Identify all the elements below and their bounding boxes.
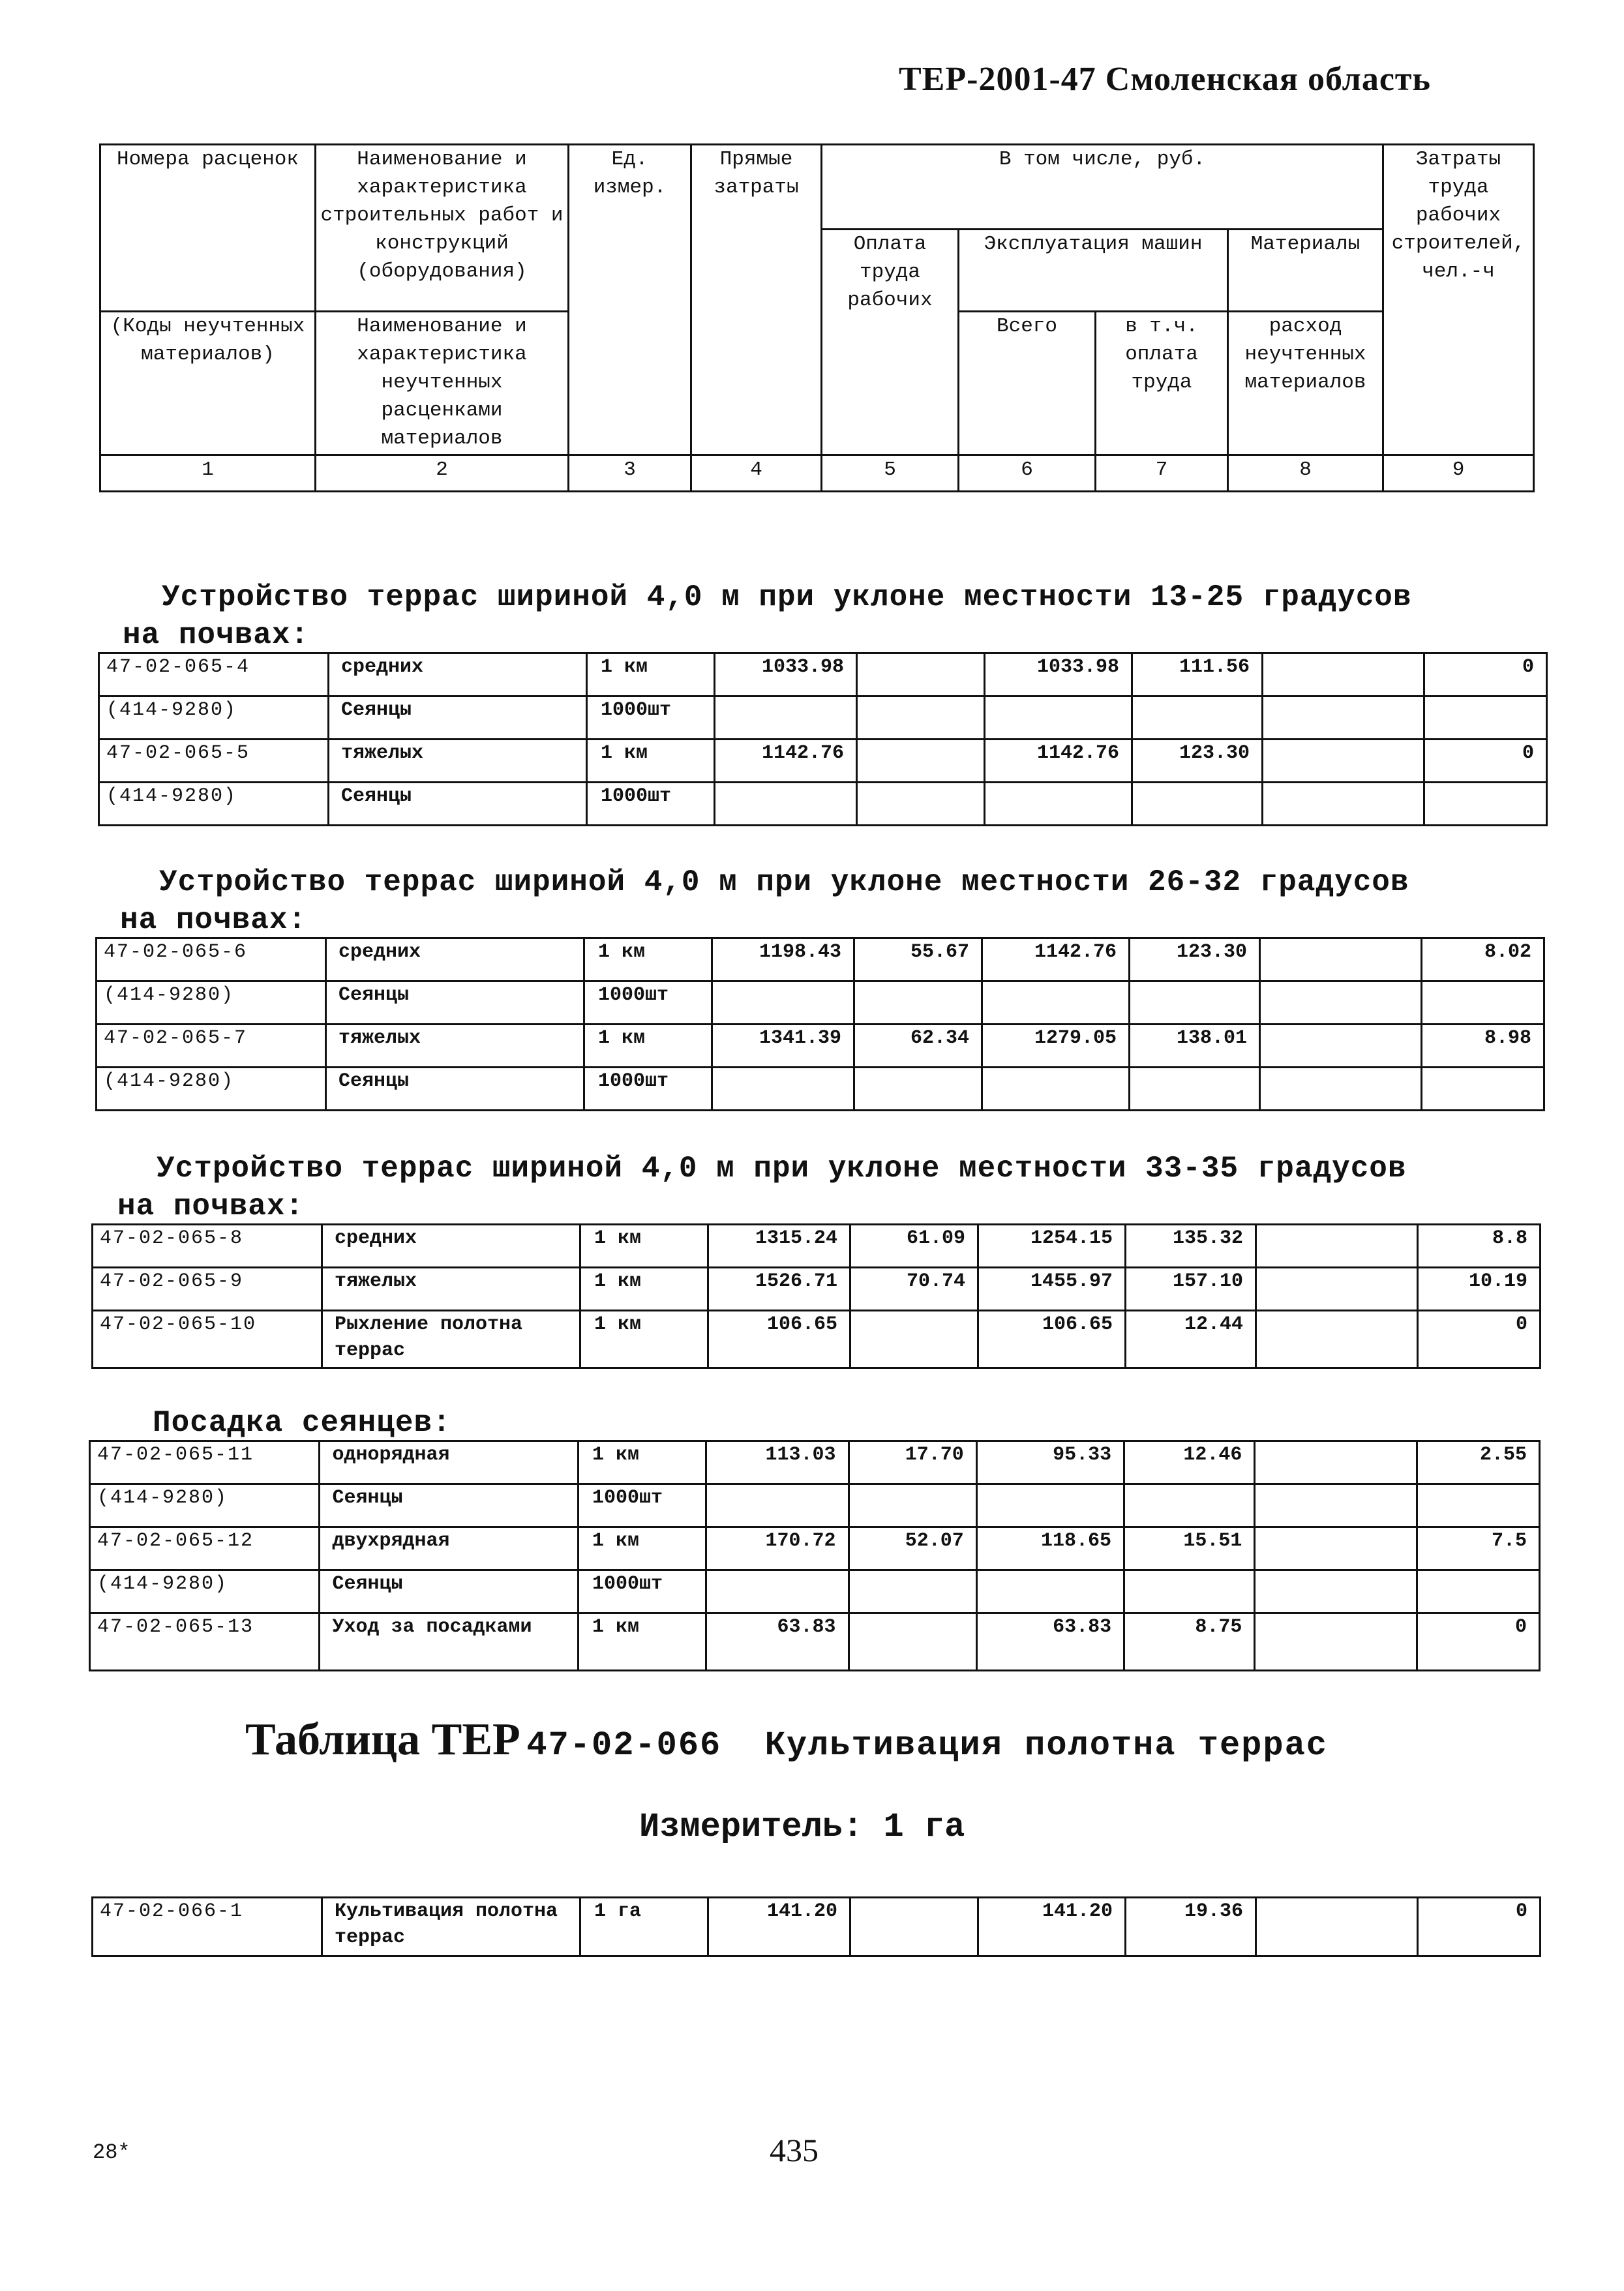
- table-cell: [1260, 1025, 1422, 1068]
- table-cell: 1000шт: [584, 1068, 712, 1111]
- table-cell: 2.55: [1417, 1441, 1539, 1484]
- header-direct-costs: Прямые затраты: [691, 145, 822, 455]
- header-machine-wages: в т.ч. оплата труда: [1096, 312, 1228, 455]
- table-cell: [857, 653, 985, 696]
- table-cell: (414-9280): [97, 981, 326, 1025]
- header-materials: Материалы: [1228, 230, 1383, 312]
- table-cell: [1424, 696, 1547, 740]
- table-cell: Сеянцы: [326, 1068, 584, 1111]
- table-cell: Сеянцы: [326, 981, 584, 1025]
- table-cell: [1130, 1068, 1260, 1111]
- table-cell: 47-02-065-7: [97, 1025, 326, 1068]
- running-head: ТЕР-2001-47 Смоленская область: [899, 61, 1431, 98]
- rates-table-066: [91, 1896, 1541, 1957]
- header-worker-wages: Оплата труда рабочих: [822, 230, 959, 455]
- table-cell: 1142.76: [985, 740, 1132, 783]
- table-cell: [1422, 1068, 1544, 1111]
- table-cell: [1417, 1570, 1539, 1613]
- table-cell: [1132, 696, 1263, 740]
- table-cell: 63.83: [706, 1613, 849, 1671]
- table-cell: 1198.43: [712, 938, 854, 981]
- table-row: [93, 1268, 1541, 1311]
- table-row: [97, 1025, 1544, 1068]
- table-cell: [850, 1311, 978, 1368]
- table-cell: 1142.76: [982, 938, 1130, 981]
- col-number: 1: [100, 455, 316, 492]
- table-cell: 123.30: [1130, 938, 1260, 981]
- table-row: [93, 1311, 1541, 1368]
- table-cell: 47-02-065-8: [93, 1225, 322, 1268]
- table-cell: 15.51: [1124, 1527, 1255, 1570]
- col-number: 2: [316, 455, 569, 492]
- table-cell: [982, 981, 1130, 1025]
- rates-table-26-32: [95, 937, 1545, 1111]
- table-cell: [1255, 1441, 1417, 1484]
- table-cell: [712, 1068, 854, 1111]
- table-cell: [1130, 981, 1260, 1025]
- col-number: 3: [569, 455, 691, 492]
- table-cell: 1279.05: [982, 1025, 1130, 1068]
- table-cell: [854, 1068, 982, 1111]
- table-cell: 62.34: [854, 1025, 982, 1068]
- table-row: [90, 1484, 1540, 1527]
- table-cell: 141.20: [708, 1898, 850, 1956]
- table-cell: [1263, 653, 1424, 696]
- table-cell: [1256, 1898, 1418, 1956]
- table-cell: 1 га: [580, 1898, 708, 1956]
- section-subtitle: на почвах:: [120, 903, 307, 937]
- table-cell: 106.65: [978, 1311, 1126, 1368]
- table-cell: 8.75: [1124, 1613, 1255, 1671]
- table-cell: [712, 981, 854, 1025]
- measure-unit: Измеритель: 1 га: [639, 1808, 965, 1846]
- table-cell: 55.67: [854, 938, 982, 981]
- table-cell: 19.36: [1126, 1898, 1256, 1956]
- table-cell: 1254.15: [978, 1225, 1126, 1268]
- table-cell: [854, 981, 982, 1025]
- table-cell: 95.33: [976, 1441, 1124, 1484]
- table-cell: 7.5: [1417, 1527, 1539, 1570]
- table-cell: [1260, 938, 1422, 981]
- table-cell: [715, 696, 857, 740]
- table-cell: 170.72: [706, 1527, 849, 1570]
- table-cell: 47-02-065-10: [93, 1311, 322, 1368]
- table-cell: [857, 783, 985, 826]
- col-number: 4: [691, 455, 822, 492]
- table-row: [99, 696, 1547, 740]
- table-cell: [1256, 1311, 1418, 1368]
- header-including: В том числе, руб.: [822, 145, 1383, 230]
- table-cell: 1 км: [584, 1025, 712, 1068]
- table-row: [90, 1527, 1540, 1570]
- table-cell: 52.07: [849, 1527, 976, 1570]
- table-cell: 12.44: [1126, 1311, 1256, 1368]
- table-cell: [1132, 783, 1263, 826]
- table-cell: 1 км: [579, 1441, 706, 1484]
- table-cell: [857, 696, 985, 740]
- table-cell: 61.09: [850, 1225, 978, 1268]
- table-cell: [1263, 783, 1424, 826]
- col-number: 5: [822, 455, 959, 492]
- table-cell: Уход за посадками: [320, 1613, 579, 1671]
- table-cell: [850, 1898, 978, 1956]
- col-number: 8: [1228, 455, 1383, 492]
- table-cell: (414-9280): [90, 1570, 320, 1613]
- section-title: Устройство террас шириной 4,0 м при уклоне местности 33-35 градусов: [157, 1152, 1407, 1186]
- table-title-code: 47-02-066 Культивация полотна террас: [526, 1726, 1328, 1765]
- table-cell: 12.46: [1124, 1441, 1255, 1484]
- table-cell: [1124, 1484, 1255, 1527]
- table-cell: 1000шт: [587, 696, 715, 740]
- table-cell: 63.83: [976, 1613, 1124, 1671]
- table-cell: 47-02-065-5: [99, 740, 329, 783]
- table-cell: 1000шт: [579, 1570, 706, 1613]
- table-cell: 70.74: [850, 1268, 978, 1311]
- table-row: [99, 740, 1547, 783]
- table-cell: 138.01: [1130, 1025, 1260, 1068]
- table-cell: тяжелых: [326, 1025, 584, 1068]
- table-cell: 113.03: [706, 1441, 849, 1484]
- table-cell: 1000шт: [587, 783, 715, 826]
- table-cell: 1 км: [580, 1311, 708, 1368]
- table-row: [93, 1898, 1541, 1956]
- table-cell: 1 км: [579, 1613, 706, 1671]
- table-cell: тяжелых: [329, 740, 587, 783]
- table-row: [99, 653, 1547, 696]
- section-subtitle: на почвах:: [117, 1190, 305, 1223]
- table-cell: [849, 1570, 976, 1613]
- header-rate-numbers: Номера расценок: [100, 145, 316, 312]
- table-title-label: Таблица ТЕР: [245, 1715, 520, 1765]
- table-cell: 111.56: [1132, 653, 1263, 696]
- table-cell: [1256, 1268, 1418, 1311]
- table-cell: 47-02-066-1: [93, 1898, 322, 1956]
- table-cell: 1000шт: [584, 981, 712, 1025]
- table-cell: [1260, 981, 1422, 1025]
- table-cell: 1341.39: [712, 1025, 854, 1068]
- header-machine-total: Всего: [959, 312, 1096, 455]
- table-cell: [849, 1484, 976, 1527]
- table-cell: [1255, 1527, 1417, 1570]
- table-cell: [849, 1613, 976, 1671]
- table-cell: 1000шт: [579, 1484, 706, 1527]
- table-title: [245, 1714, 1328, 1766]
- table-cell: [857, 740, 985, 783]
- section-subtitle: на почвах:: [123, 618, 310, 652]
- table-cell: [1255, 1570, 1417, 1613]
- table-cell: 1 км: [579, 1527, 706, 1570]
- table-cell: 1142.76: [715, 740, 857, 783]
- column-header-table: [99, 143, 1535, 492]
- header-machine-operation: Эксплуатация машин: [959, 230, 1228, 312]
- table-cell: средних: [326, 938, 584, 981]
- table-cell: 10.19: [1418, 1268, 1541, 1311]
- table-row: [90, 1613, 1540, 1671]
- table-cell: [1255, 1484, 1417, 1527]
- table-cell: Сеянцы: [320, 1570, 579, 1613]
- col-number: 6: [959, 455, 1096, 492]
- table-cell: 47-02-065-13: [90, 1613, 320, 1671]
- table-cell: 8.02: [1422, 938, 1544, 981]
- table-cell: [1422, 981, 1544, 1025]
- table-row: [93, 1225, 1541, 1268]
- table-cell: Сеянцы: [329, 783, 587, 826]
- table-row: [90, 1570, 1540, 1613]
- table-cell: 0: [1418, 1898, 1541, 1956]
- table-cell: 141.20: [978, 1898, 1126, 1956]
- table-cell: [715, 783, 857, 826]
- table-cell: 1033.98: [715, 653, 857, 696]
- table-cell: однорядная: [320, 1441, 579, 1484]
- table-cell: 47-02-065-4: [99, 653, 329, 696]
- table-cell: 1526.71: [708, 1268, 850, 1311]
- table-cell: 47-02-065-11: [90, 1441, 320, 1484]
- table-row: [97, 1068, 1544, 1111]
- table-cell: 8.8: [1418, 1225, 1541, 1268]
- footer-signature-mark: 28*: [93, 2140, 130, 2164]
- table-cell: двухрядная: [320, 1527, 579, 1570]
- table-row: [97, 938, 1544, 981]
- table-cell: [1124, 1570, 1255, 1613]
- header-material-codes: (Коды неучтенных материалов): [100, 312, 316, 455]
- section-title: Устройство террас шириной 4,0 м при уклоне местности 26-32 градусов: [159, 865, 1409, 899]
- header-column-numbers: [100, 455, 1534, 492]
- table-cell: 0: [1424, 653, 1547, 696]
- table-cell: [1263, 696, 1424, 740]
- table-cell: Культивация полотна террас: [322, 1898, 580, 1956]
- header-unaccounted-materials: Наименование и характеристика неучтенных расценками материалов: [316, 312, 569, 455]
- table-cell: 0: [1424, 740, 1547, 783]
- table-cell: [1417, 1484, 1539, 1527]
- table-cell: 47-02-065-6: [97, 938, 326, 981]
- section-title: Посадка сеянцев:: [153, 1406, 451, 1440]
- page-number: 435: [770, 2132, 819, 2168]
- table-cell: [982, 1068, 1130, 1111]
- table-cell: 157.10: [1126, 1268, 1256, 1311]
- table-cell: 47-02-065-9: [93, 1268, 322, 1311]
- header-work-name: Наименование и характеристика строительных работ и конструкций (оборудования): [316, 145, 569, 312]
- table-cell: 1315.24: [708, 1225, 850, 1268]
- table-cell: 106.65: [708, 1311, 850, 1368]
- table-cell: [1256, 1225, 1418, 1268]
- table-cell: 123.30: [1132, 740, 1263, 783]
- table-cell: тяжелых: [322, 1268, 580, 1311]
- table-cell: (414-9280): [90, 1484, 320, 1527]
- header-unit: Ед. измер.: [569, 145, 691, 455]
- table-cell: 1033.98: [985, 653, 1132, 696]
- rates-table-seedlings: [89, 1440, 1541, 1671]
- table-row: [90, 1441, 1540, 1484]
- table-cell: [1424, 783, 1547, 826]
- table-cell: [976, 1484, 1124, 1527]
- table-cell: 1455.97: [978, 1268, 1126, 1311]
- table-cell: 1 км: [580, 1225, 708, 1268]
- table-cell: [1263, 740, 1424, 783]
- table-row: [97, 981, 1544, 1025]
- table-cell: Сеянцы: [329, 696, 587, 740]
- table-cell: 47-02-065-12: [90, 1527, 320, 1570]
- table-cell: 1 км: [587, 653, 715, 696]
- table-cell: (414-9280): [97, 1068, 326, 1111]
- header-material-consumption: расход неучтенных материалов: [1228, 312, 1383, 455]
- table-cell: 118.65: [976, 1527, 1124, 1570]
- table-cell: 1 км: [587, 740, 715, 783]
- header-labor-hours: Затраты труда рабочих строителей, чел.-ч: [1383, 145, 1534, 455]
- table-cell: [976, 1570, 1124, 1613]
- rates-table-13-25: [98, 652, 1548, 826]
- table-cell: Рыхление полотна террас: [322, 1311, 580, 1368]
- table-cell: 1 км: [580, 1268, 708, 1311]
- table-cell: Сеянцы: [320, 1484, 579, 1527]
- table-cell: средних: [329, 653, 587, 696]
- table-cell: 135.32: [1126, 1225, 1256, 1268]
- table-cell: средних: [322, 1225, 580, 1268]
- table-cell: (414-9280): [99, 783, 329, 826]
- table-cell: 0: [1417, 1613, 1539, 1671]
- table-cell: [985, 783, 1132, 826]
- table-cell: (414-9280): [99, 696, 329, 740]
- rates-table-33-35: [91, 1223, 1541, 1369]
- table-row: [99, 783, 1547, 826]
- table-cell: [1260, 1068, 1422, 1111]
- col-number: 9: [1383, 455, 1534, 492]
- table-cell: [706, 1484, 849, 1527]
- table-cell: [985, 696, 1132, 740]
- table-cell: 8.98: [1422, 1025, 1544, 1068]
- table-cell: 1 км: [584, 938, 712, 981]
- col-number: 7: [1096, 455, 1228, 492]
- section-title: Устройство террас шириной 4,0 м при уклоне местности 13-25 градусов: [162, 580, 1412, 614]
- table-cell: 0: [1418, 1311, 1541, 1368]
- table-cell: [1255, 1613, 1417, 1671]
- table-cell: 17.70: [849, 1441, 976, 1484]
- table-cell: [706, 1570, 849, 1613]
